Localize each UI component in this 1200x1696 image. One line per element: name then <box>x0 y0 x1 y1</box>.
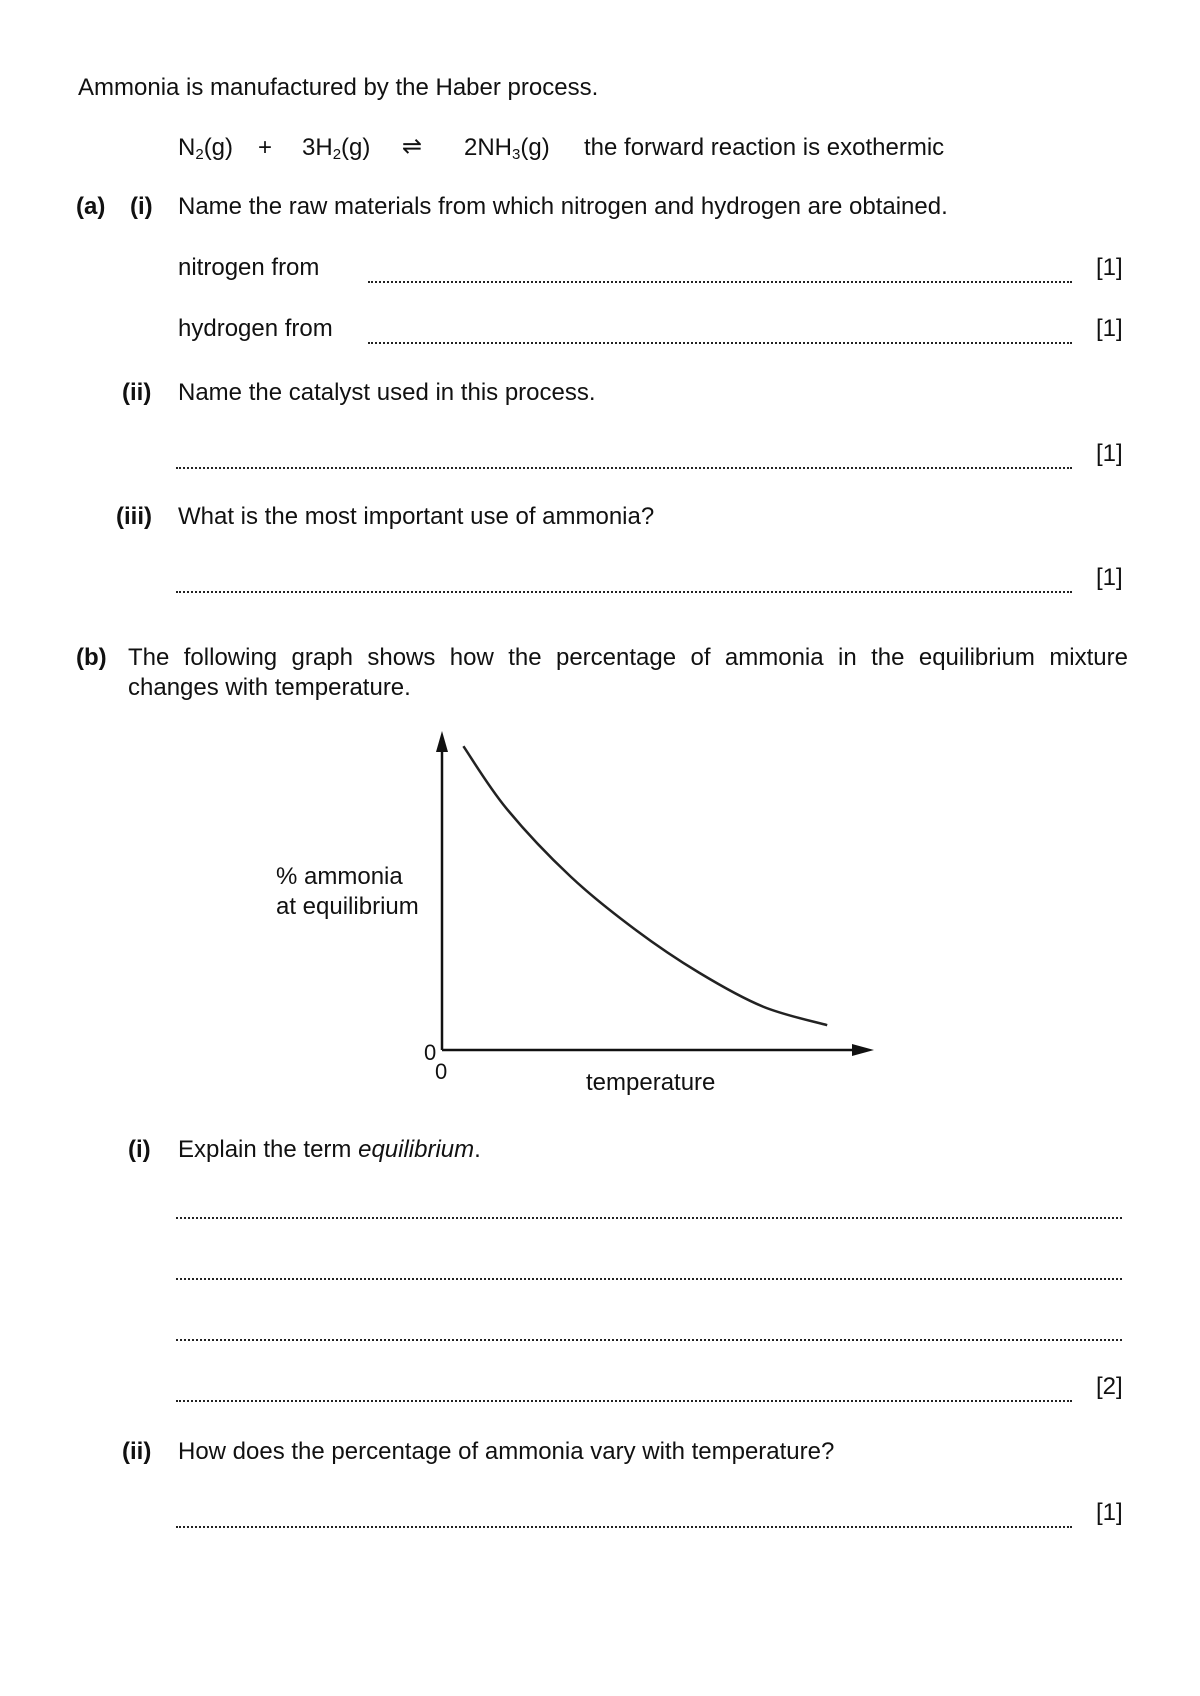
nh3-base: 2NH <box>464 134 513 161</box>
part-b-ii-question: How does the percentage of ammonia vary with temperature? <box>178 1438 835 1465</box>
graph-axes <box>436 731 874 1056</box>
mark-variation: [1] <box>1096 1499 1123 1526</box>
part-b-ii-label: (ii) <box>122 1438 152 1465</box>
y-axis-label-line1: % ammonia <box>276 863 403 890</box>
ammonia-curve <box>463 746 827 1025</box>
part-a-iii-question: What is the most important use of ammonia? <box>178 503 655 530</box>
mark-hydrogen: [1] <box>1096 315 1123 342</box>
equation-nh3 <box>464 134 550 162</box>
part-b-intro-line1: The following graph shows how the percentage of ammonia in the equilibrium mixture <box>128 644 1128 671</box>
hydrogen-from-label: hydrogen from <box>178 315 333 342</box>
part-a-label: (a) <box>76 193 106 220</box>
n2-base: N <box>178 134 196 161</box>
mark-equilibrium: [2] <box>1096 1373 1123 1400</box>
equilibrium-answer-line-4[interactable] <box>176 1400 1072 1402</box>
nh3-state: (g) <box>520 134 550 161</box>
catalyst-answer-line[interactable] <box>176 467 1072 469</box>
intro-text: Ammonia is manufactured by the Haber process. <box>78 74 599 101</box>
mark-use: [1] <box>1096 564 1123 591</box>
y-axis-arrowhead-icon <box>436 731 448 752</box>
question-term: equilibrium <box>358 1136 475 1163</box>
equilibrium-answer-line-2[interactable] <box>176 1278 1122 1280</box>
question-prefix: Explain the term <box>178 1136 359 1163</box>
mark-catalyst: [1] <box>1096 440 1123 467</box>
equation-plus: + <box>258 134 273 161</box>
mark-nitrogen: [1] <box>1096 254 1123 281</box>
equation-n2 <box>178 134 233 162</box>
h2-state: (g) <box>341 134 371 161</box>
question-suffix: . <box>474 1136 481 1163</box>
x-axis-arrowhead-icon <box>852 1044 874 1056</box>
h2-base: 3H <box>302 134 333 161</box>
part-a-iii-label: (iii) <box>116 503 152 530</box>
part-b-i-label: (i) <box>128 1136 151 1163</box>
equilibrium-arrow-icon: ⇌ <box>402 132 423 160</box>
nitrogen-from-label: nitrogen from <box>178 254 320 281</box>
equation-h2 <box>302 134 370 162</box>
nh3-subscript: 3 <box>512 146 521 163</box>
part-b-intro-line2: changes with temperature. <box>128 674 411 701</box>
equilibrium-answer-line-1[interactable] <box>176 1217 1122 1219</box>
n2-subscript: 2 <box>195 146 204 163</box>
n2-state: (g) <box>203 134 234 161</box>
nitrogen-answer-line[interactable] <box>368 281 1072 283</box>
y-axis-label-line2: at equilibrium <box>276 893 419 920</box>
part-a-ii-label: (ii) <box>122 379 152 406</box>
part-b-label: (b) <box>76 644 107 671</box>
part-a-i-question: Name the raw materials from which nitrogen and hydrogen are obtained. <box>178 193 948 220</box>
origin-x-label: 0 <box>435 1059 448 1084</box>
part-b-i-question <box>178 1136 481 1164</box>
equation-note: the forward reaction is exothermic <box>584 134 945 161</box>
x-axis-label: temperature <box>586 1069 716 1096</box>
part-a-ii-question: Name the catalyst used in this process. <box>178 379 596 406</box>
origin-y-label: 0 <box>424 1040 437 1065</box>
variation-answer-line[interactable] <box>176 1526 1072 1528</box>
part-a-i-label: (i) <box>130 193 153 220</box>
use-answer-line[interactable] <box>176 591 1072 593</box>
equilibrium-answer-line-3[interactable] <box>176 1339 1122 1341</box>
h2-subscript: 2 <box>332 146 342 163</box>
hydrogen-answer-line[interactable] <box>368 342 1072 344</box>
